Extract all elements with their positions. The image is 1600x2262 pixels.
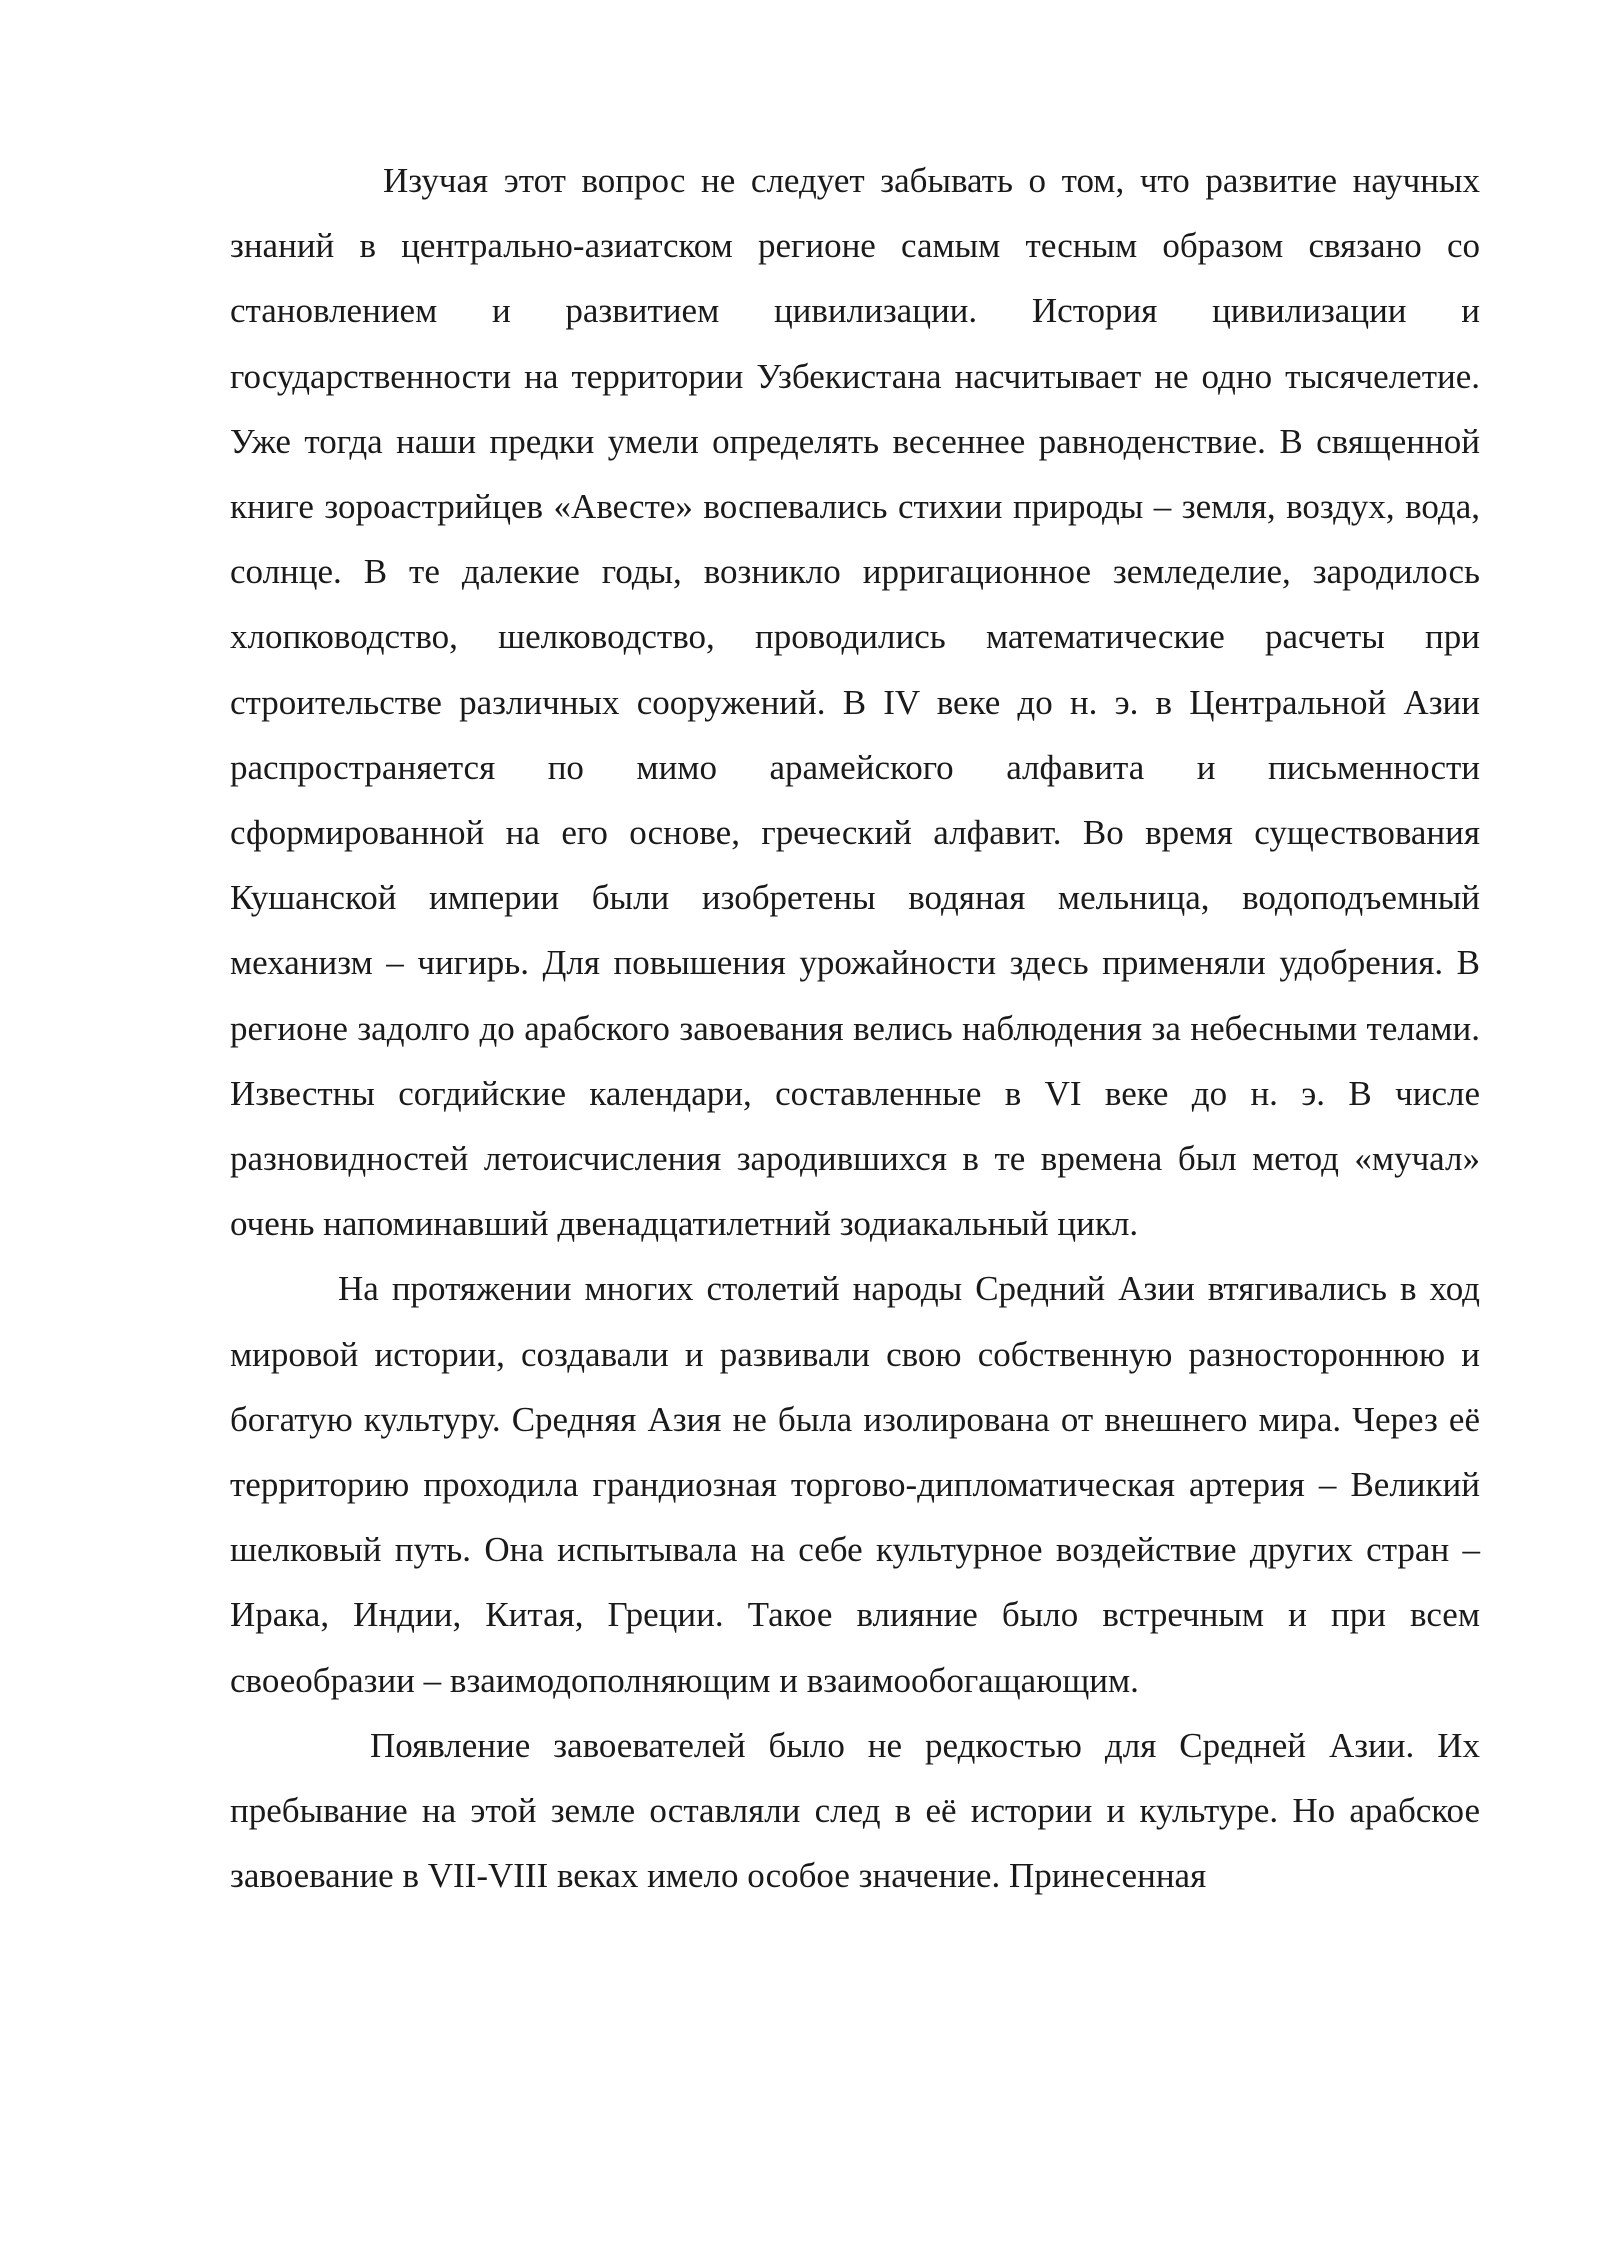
paragraph-1: Изучая этот вопрос не следует забывать о том, что развитие научных знаний в центрально-азиатском регионе самым тесным образом связано со становлением и развитием цивилизации. История цивилизации и государственности на территории Узбекистана насчитывает не одно тысячелетие. Уже тогда наши предки умели определять весеннее равноденствие. В священной книге зороастрийцев «Авесте» воспевались стихии природы – земля, воздух, вода, солнце. В те далекие годы, возникло ирригационное земледелие, зародилось хлопководство, шелководство, проводились математические расчеты при строительстве различных сооружений. В IV веке до н. э. в Центральной Азии распространяется по мимо арамейского алфавита и письменности сформированной на его основе, греческий алфавит. Во время существования Кушанской империи были изобретены водяная мельница, водоподъемный механизм – чигирь. Для повышения урожайности здесь применяли удобрения. В регионе задолго до арабского завоевания велись наблюдения за небесными телами. Известны согдийские календари, составленные в VI веке до н. э. В числе разновидностей летоисчисления зародившихся в те времена был метод «мучал» очень напоминавший двенадцатилетний зодиакальный цикл.: [230, 161, 1480, 1244]
paragraph-2: На протяжении многих столетий народы Средний Азии втягивались в ход мировой истории, создавали и развивали свою собственную разностороннюю и богатую культуру. Средняя Азия не была изолирована от внешнего мира. Через её территорию проходила грандиозная торгово-дипломатическая артерия – Великий шелковый путь. Она испытывала на себе культурное воздействие других стран – Ирака, Индии, Китая, Греции. Такое влияние было встречным и при всем своеобразии – взаимодополняющим и взаимообогащающим.: [230, 1269, 1480, 1700]
paragraph-3: Появление завоевателей было не редкостью для Средней Азии. Их пребывание на этой земле оставляли след в её истории и культуре. Но арабское завоевание в VII-VIII веках имело особое значение. Принесенная: [230, 1725, 1480, 1896]
body-text: [230, 148, 1480, 1908]
